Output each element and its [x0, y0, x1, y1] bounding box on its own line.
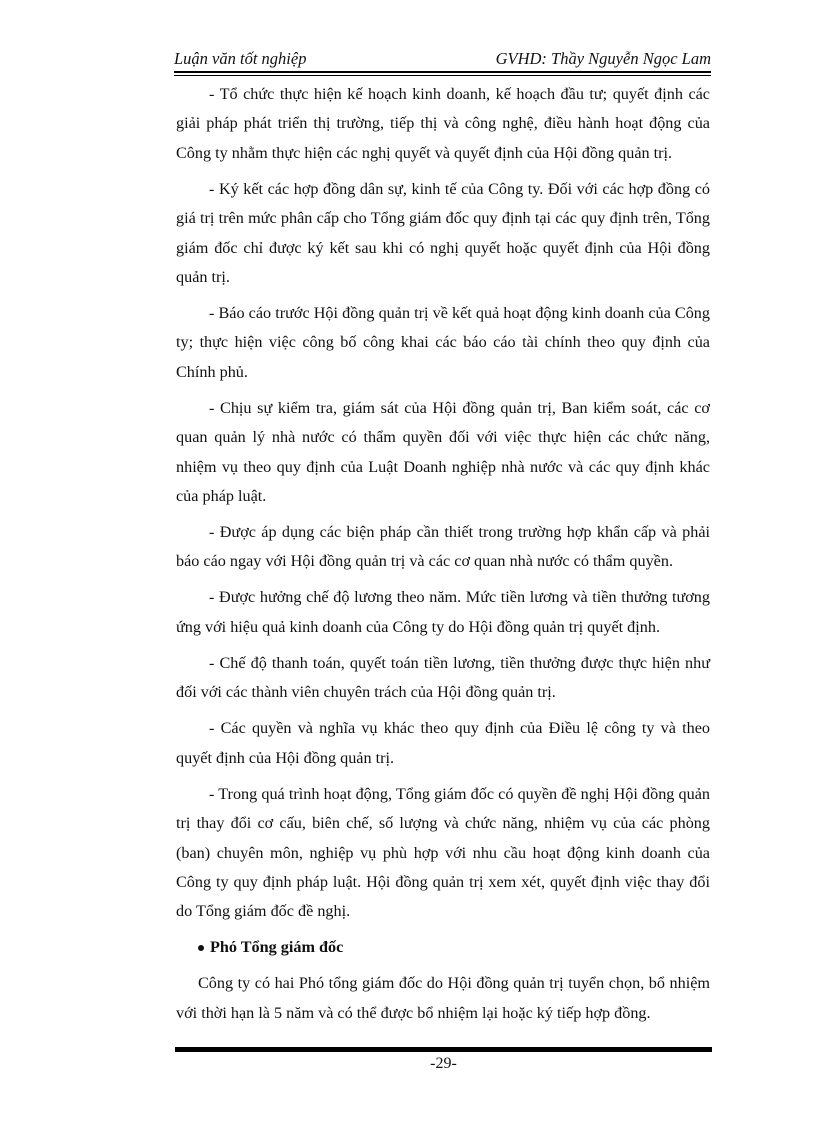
- page-header: [174, 48, 711, 70]
- header-advisor: GVHD: Thầy Nguyễn Ngọc Lam: [495, 49, 711, 68]
- header-divider-thin: [174, 75, 711, 76]
- paragraph-organize-plans: - Tổ chức thực hiện kế hoạch kinh doanh, kế hoạch đầu tư; quyết định các giải pháp phát triển thị trường, tiếp thị và công nghệ, điều hành hoạt động của Công ty nhằm thực hiện các nghị quyết và quyết định của Hội đồng quản trị.: [176, 85, 710, 162]
- bullet-icon: [198, 945, 204, 951]
- paragraph-sign-contracts: - Ký kết các hợp đồng dân sự, kinh tế của Công ty. Đối với các hợp đồng có giá trị trên mức phân cấp cho Tổng giám đốc quy định tại các quy định trên, Tổng giám đốc chỉ được ký kết sau khi có nghị quyết hoặc quyết định của Hội đồng quản trị.: [176, 179, 710, 287]
- paragraph-salary: - Được hưởng chế độ lương theo năm. Mức tiền lương và tiền thưởng tương ứng với hiệu quả kinh doanh của Công ty do Hội đồng quản trị quyết định.: [176, 588, 710, 636]
- paragraph-other-rights: - Các quyền và nghĩa vụ khác theo quy định của Điều lệ công ty và theo quyết định của Hội đồng quản trị.: [176, 719, 710, 767]
- paragraph-emergency-measures: - Được áp dụng các biện pháp cần thiết trong trường hợp khẩn cấp và phải báo cáo ngay với Hội đồng quản trị và các cơ quan nhà nước có thẩm quyền.: [176, 523, 710, 571]
- footer-divider: [175, 1047, 712, 1052]
- header-thesis-title: Luận văn tốt nghiệp: [174, 49, 307, 68]
- section-heading-text: Phó Tổng giám đốc: [210, 938, 344, 957]
- paragraph-inspection: - Chịu sự kiểm tra, giám sát của Hội đồng quản trị, Ban kiểm soát, các cơ quan quản lý nhà nước có thẩm quyền đối với việc thực hiện các chức năng, nhiệm vụ theo quy định của Luật Doanh nghiệp nhà nước và các quy định khác của pháp luật.: [176, 398, 710, 506]
- paragraph-report-board: - Báo cáo trước Hội đồng quản trị về kết quả hoạt động kinh doanh của Công ty; thực hiện việc công bố công khai các báo cáo tài chính theo quy định của Chính phủ.: [176, 304, 710, 381]
- header-divider: [174, 71, 711, 73]
- paragraph-propose-changes: - Trong quá trình hoạt động, Tổng giám đốc có quyền đề nghị Hội đồng quản trị thay đổi cơ cấu, biên chế, số lượng và chức năng, nhiệm vụ của các phòng (ban) chuyên môn, nghiệp vụ phù hợp với nhu cầu hoạt động kinh doanh của Công ty quy định pháp luật. Hội đồng quản trị xem xét, quyết định việc thay đổi do Tổng giám đốc đề nghị.: [176, 784, 710, 921]
- section-heading: [176, 933, 710, 962]
- page-body: [176, 80, 710, 1035]
- page-number: -29-: [430, 1055, 457, 1072]
- paragraph-deputy-directors: Công ty có hai Phó tổng giám đốc do Hội đồng quản trị tuyển chọn, bổ nhiệm với thời hạn là 5 năm và có thể được bổ nhiệm lại hoặc ký tiếp hợp đồng.: [176, 974, 710, 1022]
- paragraph-payment-regime: - Chế độ thanh toán, quyết toán tiền lương, tiền thưởng được thực hiện như đối với các thành viên chuyên trách của Hội đồng quản trị.: [176, 653, 710, 702]
